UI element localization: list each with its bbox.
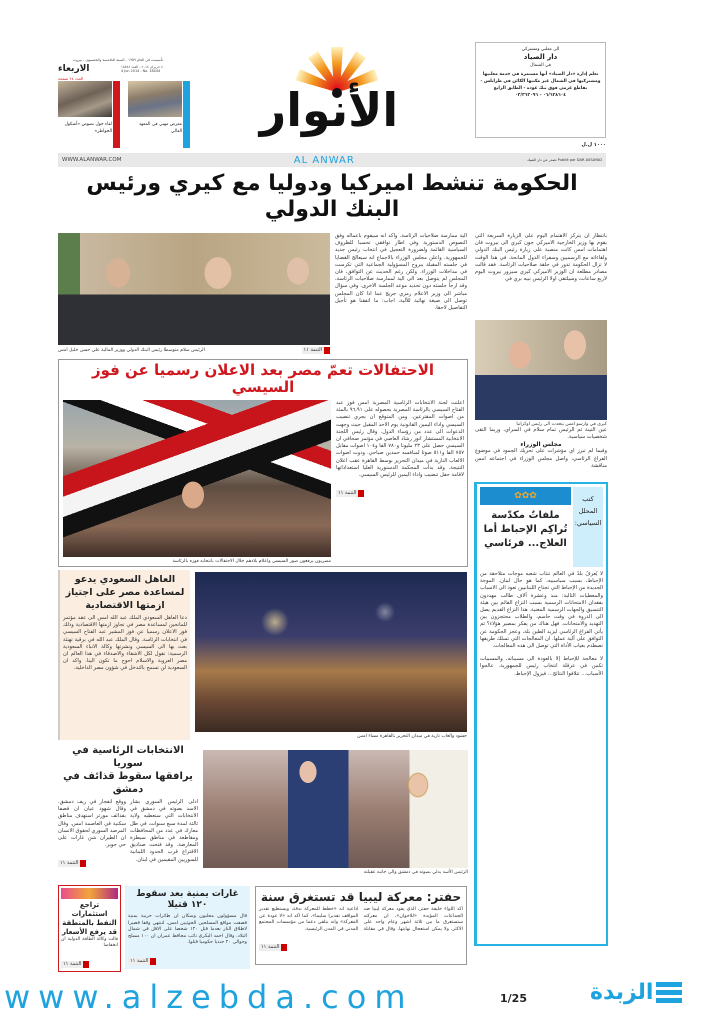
egypt-text: اعلنت لجنة الانتخابات الرئاسية المصرية امس فوز عبد الفتاح السيسي بالرئاسة المصرية بحصوله على ٩٦,٩١ بالمئة من اصوات المقترعين. ومن المتوقع ان يجري تنصيب السيسي واداء اليمين القانونية يوم الاحد المقبل حيث وجهت الدعوات الى عدد من رؤساء الدول. وقال رئيس اللجنة الانتخابية المستشار انور رشاد العاصي في مؤتمر صحافي ان السيسي حصل على ٢٣ مليونا و٧٨٠ الفا و١٠٤ اصوات مقابل ٧٥٧ الفا و٥١١ صوتا لمنافسه حمدين صباحي. ودوت اصوات الالعاب النارية في ميدان التحرير بوسط القاهرة عقب اعلان النتيجة. وقد بدأت المحكمة الدستورية العليا استعداداتها لاقامة حفل تنصيب واداء اليمين للرئيس السيسي.	[336, 400, 465, 479]
oil-box	[58, 885, 121, 972]
syria-headline-line1: الانتخابات الرئاسية في سوريا	[72, 745, 184, 769]
libya-text: اكد اللواء خليفة حفتر، الذي يقود معركة ليبيا ضد الجماعات المؤيدة «للاخوان»، ان معركته ستستغرق ما بين ثلاثة اشهر وعام واحد على الاكثر، ولا يمكن استعجال نهايتها. وقال في مقابلة اذاعية انه «خطط للمعركة بدقة، ويستطيع تقدير المواقف تقديرا سليما»، كما اكد انه «لا عودة عن المعركة» وانه يتلقى دعما من مؤسسات المجتمع المدني في المدن الرئيسية.	[259, 907, 463, 932]
libya-continued[interactable]: التتمة ١١	[259, 944, 287, 951]
lead-photo	[58, 233, 330, 345]
ad-box-dar-assayad	[475, 42, 606, 138]
teaser-label: معرض مهني في المعهد العالي	[138, 122, 182, 134]
cairo-fireworks-photo	[195, 572, 467, 732]
newspaper-logo	[200, 44, 458, 138]
oil-banner	[61, 888, 118, 899]
fireworks-caption: حشود والعاب نارية في ميدان التحرير بالقاهرة مساء امس	[357, 734, 467, 739]
teaser-thumb-2[interactable]	[128, 81, 190, 148]
saudi-box	[58, 570, 190, 740]
teaser-photo	[58, 81, 112, 117]
watermark-url: www.alzebda.com	[4, 978, 414, 1016]
analyst-text: لا يُعرفُ بلدٌ في العالم تنتاب شعبه موجات متلاحقة من الإحباط، بسبب سياسييه، كما هو حال لبنان. الموجة الجديدة من الإحباط التي تجتاح اللبنانيين تعود الى الاسباب والمعطيات التالية: منذ وعشرة آلاف طالب مهددون بفقدان الامتحانات الرسمية بسبب النزاع القائم بين هيئة التنسيق والجهات الرسمية المعنية. هذا النزاع القديم يصل الى الذروة في وقت حاسم، والطلاب محتجزون بين التهديد والامتحانات. فهل هناك من يفكر بمصير هؤلاء؟ ثم يأتي الفراغ الرئاسي ليزيد الطين بلة، وعجز الحكومة عن التوافق على آلية عملها. ان المعالجات التي تسلك طريقها تصطدم بغياب الأداة التي توصل الى هذه المعالجات.	[480, 571, 603, 650]
page-indicator: 1/25	[500, 992, 527, 1005]
ad-line: دار الصياد	[523, 53, 558, 61]
egypt-photo-caption: مصريون يرفعون صور السيسي واعلام بلادهم خلال الاحتفالات بانتخابه فوزه بالرئاسة	[172, 559, 331, 564]
analyst-box	[474, 482, 608, 946]
syria-text-right: ادلى الرئيس السوري بشار الاسد بصوته في دمشق في الانتخابات التي ستعطيه ولاية ثالثة لمدة سبع سنوات، في ظل معارك في عدد من المحافظات ومقاطعة في مناطق سيطرة المعارضة. وقد فتحت صناديق الاقتراع قرب الحدود اللبنانية للسوريين المقيمين في لبنان.	[130, 799, 198, 863]
teaser-thumb-1[interactable]	[58, 81, 120, 148]
flowers-icon: ✿✿✿	[514, 491, 537, 501]
kerry-photo	[475, 320, 607, 420]
assad-vote-photo	[203, 750, 468, 868]
issue-date-en: 4 Jun 2014 - No. 18444	[121, 69, 161, 73]
publisher: تصدر عن دار الصياد Publié par DAR ASSAYAD	[527, 158, 602, 162]
issue-day: الاربعاء	[58, 64, 90, 74]
website-url[interactable]: WWW.ALANWAR.COM	[62, 157, 122, 163]
logo-text: الأنوار	[259, 83, 399, 137]
egypt-headline: الاحتفالات تعمّ مصر بعد الاعلان رسميا عن فوز السيسي	[91, 361, 435, 396]
continued-label[interactable]: التتمة ١١	[302, 347, 330, 354]
subhead-cabinet: مجلس الوزراء	[520, 441, 562, 449]
oil-continued[interactable]: التتمة ١١	[61, 961, 89, 968]
kerry-text: عين التينة ثم الرئيس تمام سلام في السراي، وربما التقى شخصيات سياسية.	[475, 427, 607, 441]
lead-photo-caption	[58, 347, 330, 354]
analyst-headline: ملفاتٌ مكدّسة تُراكِم الإحباط أما العلاج... فرئاسي	[483, 510, 568, 549]
price: ١٠٠٠ ل.ل	[581, 142, 606, 148]
yemen-box	[125, 886, 250, 969]
yemen-text: قال مسؤولون محليون وسكان ان طائرات حربية يمنية قصفت مواقع المسلحين الحوثيين امس، لتنتهي وقفا قصيرا لاطلاق النار بعدما قتل ١٢٠ شخصا على الاقل في شمال البلاد. وقال احمد البكري نائب محافظ عمران ان ١٠٠ مسلح وحوالى ٢٠ جنديا حكوميا قتلوا.	[128, 914, 247, 946]
syria-headline-line2: يرافقها سقوط قذائف في دمشق	[63, 771, 193, 795]
yemen-continued[interactable]: التتمة ١١	[128, 958, 156, 965]
saudi-headline: العاهل السعودي يدعو لمساعدة مصر على اجتياز ازمتها الاقتصادية	[65, 574, 185, 611]
alzebda-logo	[590, 980, 682, 1005]
libya-headline: حفتر: معركة ليبيا قد تستغرق سنة	[260, 890, 462, 904]
issue-date-ar: ٤ حزيران ٢٠١٤ - العدد ١٨٥٤٤	[121, 65, 163, 69]
yemen-headline: غارات يمنية بعد سقوط ١٢٠ قتيلا	[136, 889, 239, 910]
founded-line: تأسست في العام ١٩٥٩ - السنة الخامسة والخمسون - بيروت	[72, 58, 163, 62]
kerry-column	[475, 422, 607, 470]
lead-column-right: بانتظار ان يتركز الاهتمام اليوم على الزيارة السريعة التي يقوم بها وزير الخارجية الاميركي جون كيري الى بيروت فان اهتمامات امس كانت منصبة على زيارة رئيس البنك الدولي ولقاءاته مع الرسميين وسفراء الدول المانحة. في هذا الوقت لا تزال الحكومة تدور في حلقة صلاحيات الرئاسة. فقد قالت مصادر مطلعة ان الوزير الاميركي كيري سيزور بيروت اليوم لاربع ساعات، وسيلتقي اولا الرئيس نبيه بري في	[475, 233, 607, 283]
syria-section	[58, 744, 198, 868]
egypt-text-column	[336, 400, 464, 498]
syria-continued[interactable]: التتمة ١١	[58, 860, 86, 867]
box-banner	[480, 487, 571, 505]
syria-headline	[58, 744, 198, 796]
teaser-label: لقاء حول نصوص «أشكول الخواطر»	[64, 122, 112, 134]
ad-phones: ٠٦/٦٢٨٦٠٤ - ٠٣/٣٦٣٠٩٦	[515, 93, 566, 98]
assad-caption: الرئيس الأسد يدلي بصوته في دمشق والى جانبه عقيلته	[363, 870, 468, 875]
date-block	[58, 58, 163, 81]
caption-text: الرئيس سلام متوسطا رئيس البنك الدولي ووزير المالية علي حسن خليل امس	[58, 348, 205, 353]
oil-headline: تراجع استثمارات النفط بالمنطقة قد يرفع الأسعار	[62, 901, 117, 936]
analyst-label: كتب المحلل السياسي:	[573, 487, 603, 567]
kerry-caption: كيري في وارسو امس يتحدث الى رئيس اوكرانيا	[516, 422, 607, 427]
ad-text: تعلم إدارة «دار الصياد» أنها مستمرة في خدمة معلنيها ومشتركيها في الشمال عبر مكتبها الكائن في طرابلس - تقاطع عزمي فوق بنك عوده - الطابق الرابع	[480, 72, 601, 91]
analyst-ending: لا معالجة للإحباط إلا بالعودة الى مسبباته، والمسببات تكمن في عرقلة انتخاب رئيس للجمهورية. عالجوا الأسباب... تتلافوا النتائج... فيزول الإحباط.	[480, 656, 603, 677]
name-en: AL ANWAR	[293, 154, 355, 166]
ad-line: في الشمال	[530, 63, 551, 68]
menu-lines-icon	[656, 982, 682, 1003]
cabinet-text: وفيما لم تبرز اي مؤشرات على تحريك الجمود في موضوع الفراغ الرئاسي، واصل مجلس الوزراء في اجتماعه امس مناقشة	[475, 448, 607, 469]
lead-headline: الحكومة تنشط اميركيا ودوليا مع كيري ورئيس البنك الدولي	[86, 171, 578, 222]
oil-text: قالت وكالة الطاقة الدولية ان انخفاضا	[61, 937, 118, 949]
ad-line: الى معلني ومشتركي	[521, 47, 560, 52]
saudi-text: دعا العاهل السعودي الملك عبد الله امس الى عقد مؤتمر للمانحين لمساعدة مصر في تجاوز ازمتها الاقتصادية وذلك فور الاعلان رسميا عن فوز المشير عبد الفتاح السيسي في انتخابات الرئاسة. وقال الملك عبد الله في برقية تهنئة بعث بها الى السيسي ونشرتها وكالة الانباء السعودية الرسمية: نقول لكل الاشقاء والاصدقاء في هذا العالم ان مصر العروبة والاسلام احوج ما تكون الينا. واكد ان السعودية لن تسمح بالتدخل في شؤون مصر الداخلية.	[63, 615, 187, 672]
egypt-continued[interactable]: التتمة ١١	[336, 490, 364, 497]
alzebda-logo-text: الزبدة	[590, 980, 654, 1005]
brand-bar	[58, 153, 606, 167]
syria-text-left: ووقع انفجار في ريف دمشق. وقال شهود عيان ان قصفا بقذائف مورتر استهدف مناطق سكنية في العاصمة امس. وقال المرصد السوري لحقوق الانسان ان الطيران شن غارات على حي جوبر.	[58, 799, 126, 849]
page-count: العدد ٢٤ صفحة	[58, 76, 84, 81]
libya-box	[255, 886, 467, 965]
teaser-photo	[128, 81, 182, 117]
lead-column-middle: الية ممارسة صلاحيات الرئاسة. واكد انه سيقوم باعماله وفق النصوص الدستورية وفي اطار توافقي تحسبا للظروف السياسية القائمة ولضرورة التعجيل في انتخاب رئيس جديد للجمهورية. واعلن مجلس الوزراء بالاجماع انه سيعالج القضايا في جلسته المقبلة ببروح المسؤولية الجماعية التي تكرست في مداخلات الوزراء. ولكن رغم الحديث عن التوافق، فان المجلس لم يتوصل بعد الى الية لممارسة صلاحيات الرئاسة، وقد ارجأ جلسته دون تحديد موعد الجلسة الاخرى. وفي سؤال مباشر الى وزير الاعلام رمزي جريج عما اذا كان المجلس توصل الى صيغة نهائية للآلية، اجاب: ما اتفقنا هو تأجيل التفاصيل لاحقا.	[335, 233, 467, 312]
egypt-photo	[63, 400, 331, 557]
